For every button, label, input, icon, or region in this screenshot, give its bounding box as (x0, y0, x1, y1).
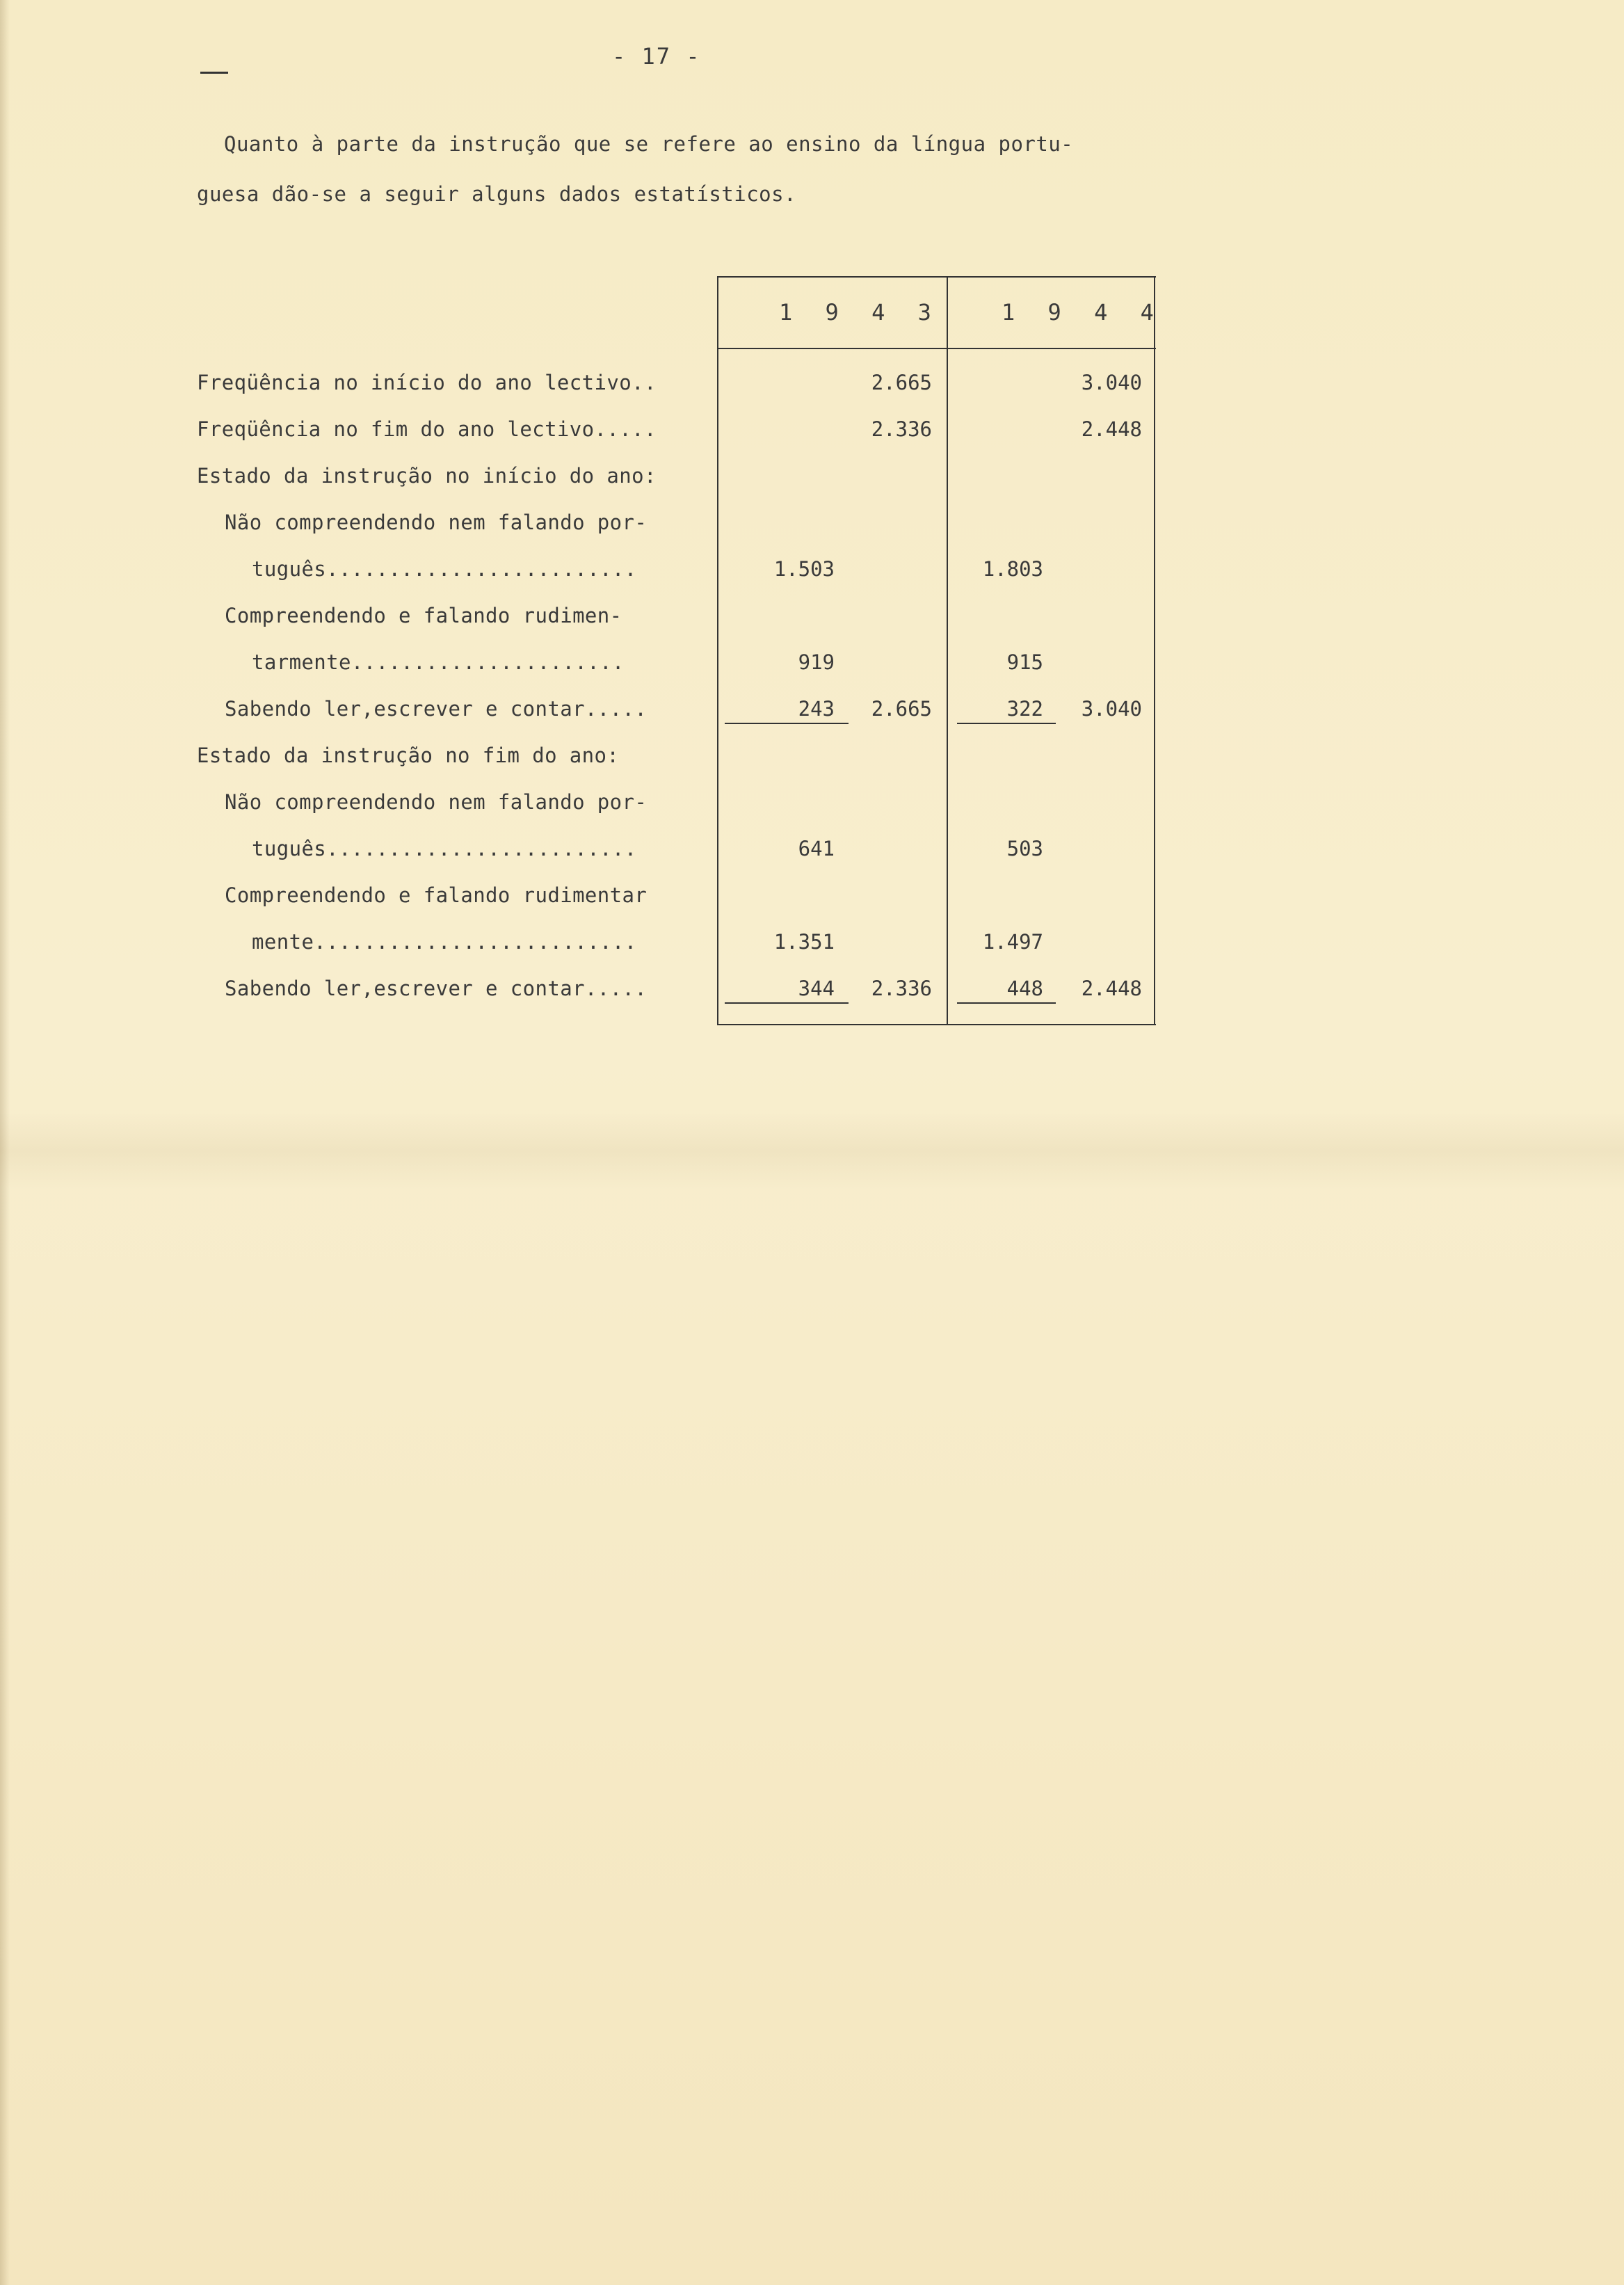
part-1943-inicio-sabendo: 243 (798, 697, 835, 721)
part-1944-inicio-rud: 915 (1006, 650, 1043, 674)
margin-dash (200, 72, 228, 74)
table-header-rule (718, 348, 1156, 349)
row-label-fim-sabendo: Sabendo ler,escrever e contar..... (225, 977, 648, 1000)
part-1944-inicio-nao: 1.803 (982, 557, 1043, 581)
total-1944-inicio: 3.040 (1081, 697, 1142, 721)
total-1943-freq-fim: 2.336 (871, 417, 932, 441)
section-label-estado-inicio: Estado da instrução no início do ano: (197, 464, 657, 488)
total-1943-freq-inicio: 2.665 (871, 371, 932, 394)
part-1944-fim-rud: 1.497 (982, 930, 1043, 954)
part-1944-fim-nao: 503 (1006, 837, 1043, 860)
intro-line-2: guesa dão-se a seguir alguns dados estatísticos. (197, 182, 797, 206)
part-1943-fim-rud: 1.351 (773, 930, 835, 954)
part-1944-inicio-sabendo: 322 (1006, 697, 1043, 721)
table-left-border (717, 276, 718, 1025)
row-label-fim-nao-2: tuguês......................... (252, 837, 637, 860)
total-1944-fim: 2.448 (1081, 977, 1142, 1000)
total-1943-fim: 2.336 (871, 977, 932, 1000)
row-label-inicio-nao-1: Não compreendendo nem falando por- (225, 511, 648, 534)
year-header-1944: 1 9 4 4 (1002, 299, 1164, 326)
row-label-freq-fim: Freqüência no fim do ano lectivo..... (197, 417, 657, 441)
row-label-fim-rud-1: Compreendendo e falando rudimentar (225, 883, 648, 907)
underline-1943-inicio (725, 723, 849, 724)
intro-line-1: Quanto à parte da instrução que se refere ao ensino da língua portu- (224, 132, 1074, 156)
row-label-inicio-rud-2: tarmente...................... (252, 650, 625, 674)
part-1943-inicio-nao: 1.503 (773, 557, 835, 581)
row-label-freq-inicio: Freqüência no início do ano lectivo.. (197, 371, 657, 394)
part-1944-fim-sabendo: 448 (1006, 977, 1043, 1000)
row-label-fim-nao-1: Não compreendendo nem falando por- (225, 790, 648, 814)
year-header-1943: 1 9 4 3 (779, 299, 941, 326)
page-number: - 17 - (612, 43, 701, 70)
part-1943-inicio-rud: 919 (798, 650, 835, 674)
part-1943-fim-nao: 641 (798, 837, 835, 860)
underline-1944-fim (957, 1002, 1056, 1004)
total-1944-freq-fim: 2.448 (1081, 417, 1142, 441)
row-label-inicio-rud-1: Compreendendo e falando rudimen- (225, 604, 622, 627)
row-label-inicio-sabendo: Sabendo ler,escrever e contar..... (225, 697, 648, 721)
table-top-border (718, 276, 1156, 278)
underline-1943-fim (725, 1002, 849, 1004)
total-1944-freq-inicio: 3.040 (1081, 371, 1142, 394)
row-label-inicio-nao-2: tuguês......................... (252, 557, 637, 581)
section-label-estado-fim: Estado da instrução no fim do ano: (197, 744, 620, 767)
table-right-border (1154, 276, 1155, 1025)
row-label-fim-rud-2: mente.......................... (252, 930, 637, 954)
paper-fold (0, 1113, 1624, 1189)
total-1943-inicio: 2.665 (871, 697, 932, 721)
table-bottom-border (718, 1024, 1156, 1025)
part-1943-fim-sabendo: 344 (798, 977, 835, 1000)
underline-1944-inicio (957, 723, 1056, 724)
